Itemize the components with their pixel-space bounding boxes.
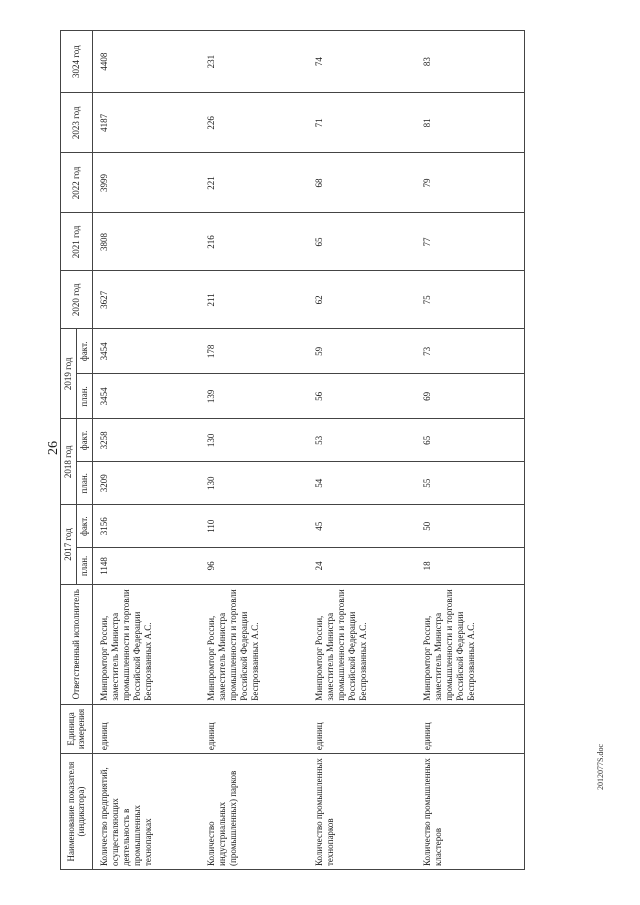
col-unit: Единица измерения: [61, 704, 93, 753]
table-body: [92, 31, 524, 870]
col-2018: 2018 год: [61, 419, 77, 505]
value-2023: 4187: [92, 93, 200, 153]
value-2019-plan: 56: [308, 374, 416, 419]
value-2020: 62: [308, 271, 416, 329]
col-2019: 2019 год: [61, 329, 77, 419]
value-2020: 3627: [92, 271, 200, 329]
value-2021: 65: [308, 213, 416, 271]
value-2021: 3808: [92, 213, 200, 271]
table-row: [416, 31, 524, 870]
table-header: [61, 31, 93, 870]
value-2019-plan: 69: [416, 374, 524, 419]
value-2024: 83: [416, 31, 524, 93]
unit-cell: единиц: [416, 704, 524, 753]
col-indicator: Наименование показателя (индикатора): [61, 754, 93, 870]
value-2022: 68: [308, 153, 416, 213]
col-2019-fact: факт.: [76, 329, 92, 374]
indicator-name: Количество промышленных кластеров: [416, 754, 524, 870]
value-2017-plan: 96: [200, 548, 308, 584]
value-2017-plan: 18: [416, 548, 524, 584]
footer-filename: 2012077S.doc: [596, 744, 605, 790]
col-2020: 2020 год: [61, 271, 93, 329]
value-2018-fact: 3258: [92, 419, 200, 462]
executor-cell: Минпромторг России, заместитель Министра промышленности и торговли Российской Федерации Беспрозванных А.С.: [200, 584, 308, 704]
executor-cell: Минпромторг России, заместитель Министра промышленности и торговли Российской Федерации Беспрозванных А.С.: [308, 584, 416, 704]
executor-cell: Минпромторг России, заместитель Министра промышленности и торговли Российской Федерации Беспрозванных А.С.: [416, 584, 524, 704]
value-2022: 79: [416, 153, 524, 213]
col-2021: 2021 год: [61, 213, 93, 271]
unit-cell: единиц: [92, 704, 200, 753]
value-2023: 226: [200, 93, 308, 153]
table-row: [92, 31, 200, 870]
value-2017-fact: 110: [200, 505, 308, 548]
indicators-table: [60, 30, 525, 870]
value-2019-fact: 178: [200, 329, 308, 374]
col-2017: 2017 год: [61, 505, 77, 584]
col-2018-plan: план.: [76, 462, 92, 505]
value-2019-fact: 3454: [92, 329, 200, 374]
value-2024: 74: [308, 31, 416, 93]
value-2018-fact: 130: [200, 419, 308, 462]
value-2019-fact: 73: [416, 329, 524, 374]
col-2022: 2022 год: [61, 153, 93, 213]
value-2023: 81: [416, 93, 524, 153]
unit-cell: единиц: [200, 704, 308, 753]
table-row: [308, 31, 416, 870]
value-2019-fact: 59: [308, 329, 416, 374]
value-2020: 75: [416, 271, 524, 329]
indicator-name: Количество индустриальных (промышленных) парков: [200, 754, 308, 870]
value-2019-plan: 3454: [92, 374, 200, 419]
value-2018-fact: 53: [308, 419, 416, 462]
value-2021: 77: [416, 213, 524, 271]
rotated-table-container: [60, 30, 600, 870]
value-2024: 4408: [92, 31, 200, 93]
value-2022: 221: [200, 153, 308, 213]
value-2023: 71: [308, 93, 416, 153]
executor-cell: Минпромторг России, заместитель Министра промышленности и торговли Российской Федерации Беспрозванных А.С.: [92, 584, 200, 704]
page-number: 26: [46, 441, 61, 455]
value-2017-plan: 24: [308, 548, 416, 584]
indicator-name: Количество предприятий, осуществляющих деятельность в промышленных технопарках: [92, 754, 200, 870]
table-row: [200, 31, 308, 870]
value-2022: 3999: [92, 153, 200, 213]
col-2018-fact: факт.: [76, 419, 92, 462]
col-2019-plan: план.: [76, 374, 92, 419]
col-2023: 2023 год: [61, 93, 93, 153]
value-2018-plan: 54: [308, 462, 416, 505]
col-2017-fact: факт.: [76, 505, 92, 548]
value-2019-plan: 139: [200, 374, 308, 419]
value-2017-plan: 1148: [92, 548, 200, 584]
value-2017-fact: 3156: [92, 505, 200, 548]
value-2018-plan: 55: [416, 462, 524, 505]
indicator-name: Количество промышленных технопарков: [308, 754, 416, 870]
value-2017-fact: 50: [416, 505, 524, 548]
value-2018-plan: 130: [200, 462, 308, 505]
value-2024: 231: [200, 31, 308, 93]
value-2017-fact: 45: [308, 505, 416, 548]
col-executor: Ответственный исполнитель: [61, 584, 93, 704]
col-2017-plan: план.: [76, 548, 92, 584]
unit-cell: единиц: [308, 704, 416, 753]
value-2021: 216: [200, 213, 308, 271]
value-2020: 211: [200, 271, 308, 329]
col-2024: 3024 год: [61, 31, 93, 93]
value-2018-fact: 65: [416, 419, 524, 462]
value-2018-plan: 3209: [92, 462, 200, 505]
